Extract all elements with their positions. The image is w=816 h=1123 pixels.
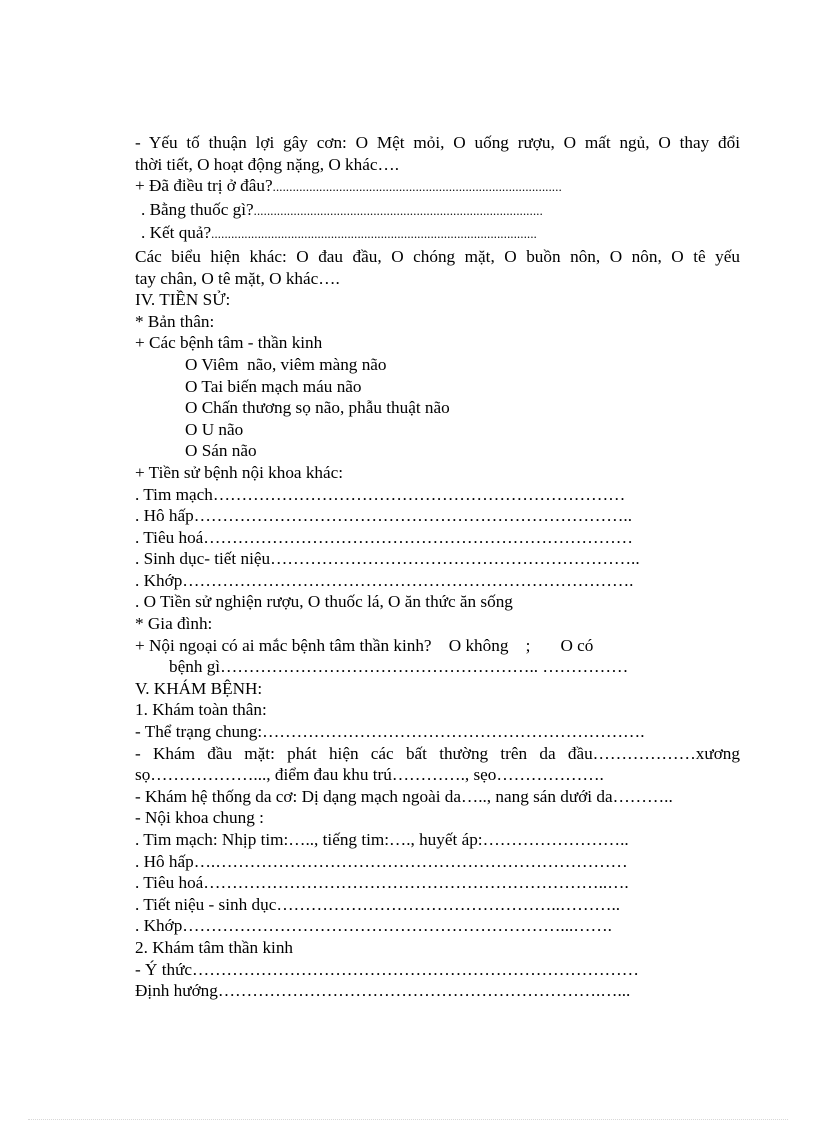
text-line: . Tiêu hoá……………………………………………………………..…. <box>135 873 629 893</box>
document-page <box>135 132 740 1002</box>
question-result: . Kết quả? <box>141 223 212 243</box>
question-treated-where: + Đã điều trị ở đâu? <box>135 176 273 196</box>
text-line: . Hô hấp………………………………………………………………….. <box>135 506 632 526</box>
text-line: * Gia đình: <box>135 614 213 634</box>
text-line: Các biểu hiện khác: O đau đầu, O chóng mặt, O buồn nôn, O nôn, O tê yếu <box>135 246 740 266</box>
question-medicine: . Bằng thuốc gì? <box>141 199 254 219</box>
dotted-fill: ....................................................................................... <box>253 203 543 218</box>
text-line: - Thể trạng chung:…………………………………………………………. <box>135 722 645 742</box>
text-line: 1. Khám toàn thân: <box>135 700 267 720</box>
option-line: O Viêm não, viêm màng não <box>185 354 387 374</box>
text-line: - Yếu tố thuận lợi gây cơn: O Mệt mỏi, O uống rượu, O mất ngủ, O thay đổi <box>135 133 740 152</box>
text-line: - Khám hệ thống da cơ: Dị dạng mạch ngoài da….., nang sán dưới da……….. <box>135 786 673 806</box>
text-line: . Khớp…………………………………………………………...……. <box>135 916 612 936</box>
text-line: . Sinh dục- tiết niệu……………………………………………………….. <box>135 549 640 569</box>
dotted-fill: .................................................................................................. <box>211 227 538 242</box>
option-line: O U não <box>185 419 244 439</box>
section-heading: V. KHÁM BỆNH: <box>135 678 263 698</box>
option-line: O Chấn thương sọ não, phẫu thuật não <box>185 398 450 418</box>
text-line <box>135 222 740 246</box>
text-line: + Tiền sử bệnh nội khoa khác: <box>135 462 344 482</box>
option-line: O Tai biến mạch máu não <box>185 376 362 396</box>
text-line <box>135 199 740 223</box>
text-line: - Khám đầu mặt: phát hiện các bất thường trên da đầu………………xương <box>135 743 740 763</box>
text-line: - Ý thức…………………………………………………………………… <box>135 959 639 979</box>
text-line: + Các bệnh tâm - thần kinh <box>135 333 323 353</box>
text-line: thời tiết, O hoạt động nặng, O khác…. <box>135 154 399 174</box>
text-line: . Tiết niệu - sinh dục…………………………………………..……….. <box>135 894 621 914</box>
text-line: sọ………………..., điểm đau khu trú…………., sẹo………………. <box>135 765 604 785</box>
text-line: . Tim mạch……………………………………………………………… <box>135 484 626 504</box>
text-line: . Tiêu hoá………………………………………………………………… <box>135 527 633 547</box>
text-line: . O Tiền sử nghiện rượu, O thuốc lá, O ăn thức ăn sống <box>135 592 513 612</box>
text-line: . Tim mạch: Nhịp tim:….., tiếng tim:…., huyết áp:…………………….. <box>135 830 629 849</box>
text-line: - Nội khoa chung : <box>135 808 264 828</box>
text-line <box>135 175 740 199</box>
text-line: 2. Khám tâm thần kinh <box>135 937 294 957</box>
text-line: . Khớp……………………………………………………………………. <box>135 570 634 590</box>
page-bottom-divider <box>28 1119 788 1120</box>
text-line: . Hô hấp….……………………………………………………………… <box>135 851 628 871</box>
dotted-fill: ....................................................................................... <box>272 180 562 195</box>
section-heading: IV. TIỀN SỬ: <box>135 290 231 310</box>
text-line: * Bản thân: <box>135 311 215 331</box>
text-line: Định hướng………………………………………………………….…... <box>135 981 631 1001</box>
text-line: bệnh gì……………………………………………….. …………… <box>169 657 629 677</box>
text-line: + Nội ngoại có ai mắc bệnh tâm thần kinh? O không ; O có <box>135 635 594 655</box>
option-line: O Sán não <box>185 441 257 461</box>
text-line: tay chân, O tê mặt, O khác…. <box>135 268 340 288</box>
